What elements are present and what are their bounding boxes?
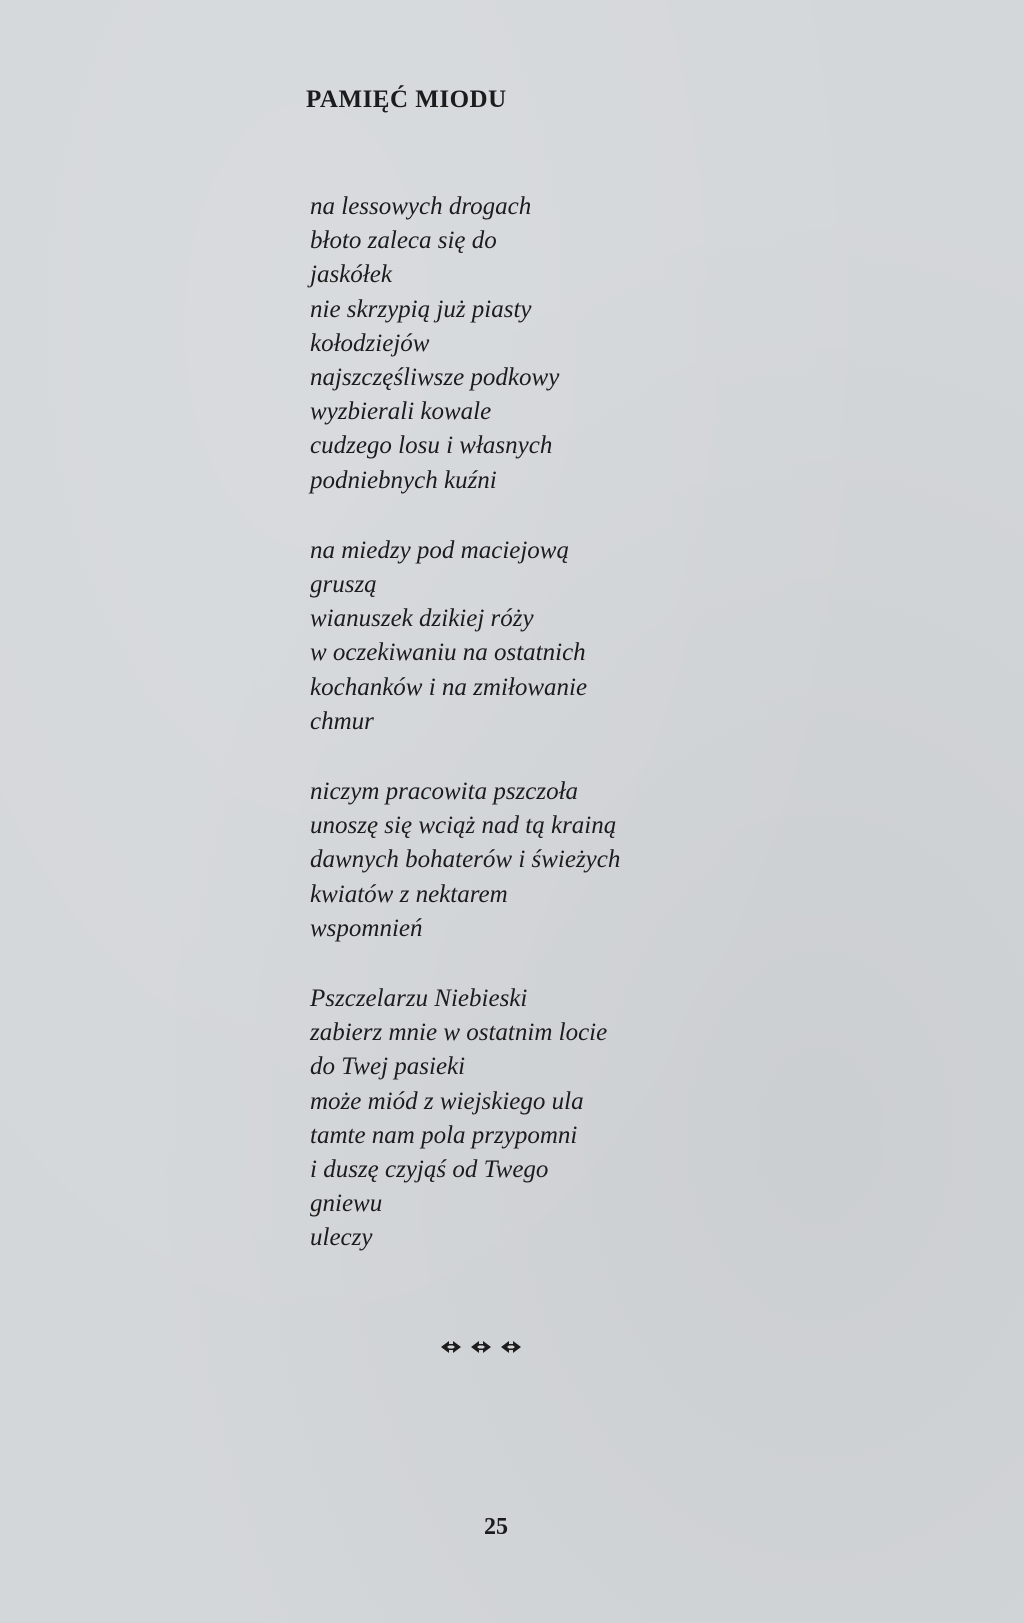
page-number: 25 — [484, 1514, 508, 1540]
poem-line: kołodziejów — [310, 329, 430, 357]
poem-line: może miód z wiejskiego ula — [310, 1087, 584, 1115]
poem-line: kochanków i na zmiłowanie — [310, 673, 588, 701]
diamond-dingbat-icon — [440, 1340, 462, 1354]
poem-line: zabierz mnie w ostatnim locie — [310, 1019, 608, 1047]
diamond-dingbat-icon — [500, 1340, 522, 1354]
stanza-break — [310, 498, 810, 534]
poem-line: na miedzy pod maciejową — [310, 536, 569, 564]
poem-line: gruszą — [310, 571, 377, 599]
poem-line: wianuszek dzikiej róży — [310, 605, 534, 633]
poem-line: niczym pracowita pszczoła — [310, 778, 579, 806]
poem-line: błoto zaleca się do — [310, 227, 497, 255]
poem-line: nie skrzypią już piasty — [310, 295, 532, 323]
poem-title: PAMIĘĆ MIODU — [306, 86, 507, 113]
poem-line: chmur — [310, 707, 374, 735]
poem-line: gniewu — [310, 1190, 383, 1218]
stanza-4 — [310, 982, 810, 1256]
poem-line: do Twej pasieki — [310, 1053, 466, 1081]
poem-line: i duszę czyjąś od Twego — [310, 1156, 549, 1184]
poem-line: wspomnień — [310, 914, 423, 942]
poem-line: unoszę się wciąż nad tą krainą — [310, 812, 617, 840]
poem-line: w oczekiwaniu na ostatnich — [310, 639, 586, 667]
poem-line: wyzbierali kowale — [310, 398, 492, 426]
section-ornament — [440, 1340, 522, 1354]
poem-line: podniebnych kuźni — [310, 466, 497, 494]
poem-line: Pszczelarzu Niebieski — [310, 985, 528, 1013]
stanza-3 — [310, 775, 810, 946]
poem-line: najszczęśliwsze podkowy — [310, 364, 560, 392]
poem-line: tamte nam pola przypomni — [310, 1121, 578, 1149]
poem-line: kwiatów z nektarem — [310, 880, 508, 908]
poem-line: cudzego losu i własnych — [310, 432, 553, 460]
stanza-break — [310, 739, 810, 775]
poem-body — [310, 190, 810, 1256]
poem-line: dawnych bohaterów i świeżych — [310, 846, 621, 874]
poem-line: uleczy — [310, 1224, 373, 1252]
poem-line: na lessowych drogach — [310, 193, 532, 220]
poem-line: jaskółek — [310, 261, 392, 289]
stanza-break — [310, 946, 810, 982]
diamond-dingbat-icon — [470, 1340, 492, 1354]
stanza-1 — [310, 190, 810, 498]
stanza-2 — [310, 534, 810, 739]
